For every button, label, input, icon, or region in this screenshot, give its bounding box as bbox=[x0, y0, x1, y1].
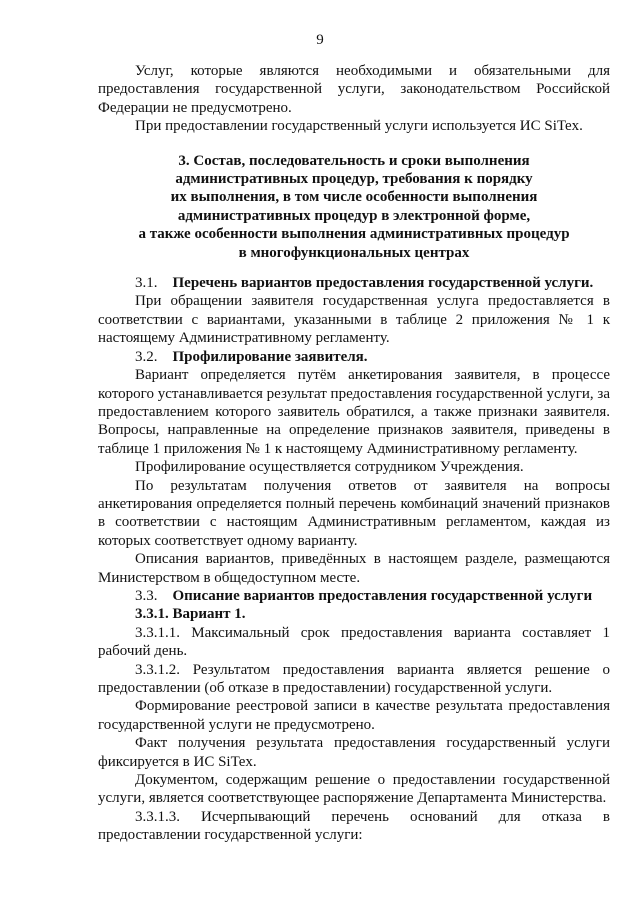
paragraph: Профилирование осуществляется сотрудником Учреждения. bbox=[135, 459, 524, 476]
subsection-number: 3.1. bbox=[135, 275, 158, 292]
subsection-title-3-2 bbox=[98, 348, 610, 366]
heading-line: административных процедур в электронной форме, bbox=[177, 207, 531, 224]
subsection-title-3-1 bbox=[98, 274, 610, 292]
paragraph: Описания вариантов, приведённых в настоящем разделе, размещаются Министерством в общедоступном месте. bbox=[98, 551, 610, 586]
paragraph: Факт получения результата предоставления государственный услуги фиксируется в ИС SiTex. bbox=[98, 735, 610, 770]
heading-line: 3. Состав, последовательность и сроки выполнения bbox=[178, 152, 530, 169]
page-number: 9 bbox=[316, 32, 324, 48]
paragraph: При предоставлении государственный услуги используется ИС SiTex. bbox=[135, 118, 583, 135]
subsection-number: 3.2. bbox=[135, 348, 158, 365]
subsection-title: Перечень вариантов предоставления государственной услуги. bbox=[172, 275, 594, 292]
paragraph: Документом, содержащим решение о предоставлении государственной услуги, является соответствующее распоряжение Департамента Министерства. bbox=[98, 772, 610, 807]
section-heading bbox=[98, 152, 610, 262]
variant-label: 3.3.1. Вариант 1. bbox=[135, 606, 246, 623]
heading-line: административных процедур, требования к порядку bbox=[175, 171, 533, 188]
document-body bbox=[98, 62, 610, 845]
paragraph: 3.3.1.2. Результатом предоставления варианта является решение о предоставлении (об отказе в предоставлении) государственной услуги. bbox=[98, 661, 610, 696]
heading-line: в многофункциональных центрах bbox=[238, 244, 470, 261]
subsection-title: Описание вариантов предоставления государственной услуги bbox=[172, 587, 593, 604]
variant-title bbox=[98, 605, 610, 623]
paragraph: При обращении заявителя государственная услуга предоставляется в соответствии с вариантами, указанными в таблице 2 приложения № 1 к настоящему Административному регламенту. bbox=[98, 293, 610, 347]
paragraph: По результатам получения ответов от заявителя на вопросы анкетирования определяется полный перечень комбинаций значений признаков в соответствии с настоящим Административным регламентом, каждая из которых соответствует одному варианту. bbox=[98, 477, 610, 549]
paragraph: Вариант определяется путём анкетирования заявителя, в процессе которого устанавливается результат предоставления государственной услуги, за предоставлением которого заявитель обратился, а также признаки заявителя. Вопросы, направленные на определение признаков заявителя, приведены в таблице 1 приложения № 1 к настоящему Административному регламенту. bbox=[98, 367, 610, 457]
subsection-title-3-3 bbox=[98, 587, 610, 605]
heading-line: их выполнения, в том числе особенности выполнения bbox=[170, 189, 538, 206]
subsection-title: Профилирование заявителя. bbox=[172, 348, 368, 365]
paragraph: Услуг, которые являются необходимыми и обязательными для предоставления государственной услуги, законодательством Российской Федерации не предусмотрено. bbox=[98, 63, 610, 116]
paragraph: 3.3.1.3. Исчерпывающий перечень оснований для отказа в предоставлении государственной услуги: bbox=[98, 808, 610, 844]
heading-line: а также особенности выполнения административных процедур bbox=[138, 226, 570, 243]
subsection-number: 3.3. bbox=[135, 587, 158, 604]
paragraph: 3.3.1.1. Максимальный срок предоставления варианта составляет 1 рабочий день. bbox=[98, 624, 610, 660]
paragraph: Формирование реестровой записи в качестве результата предоставления государственной услуги не предусмотрено. bbox=[98, 698, 610, 733]
